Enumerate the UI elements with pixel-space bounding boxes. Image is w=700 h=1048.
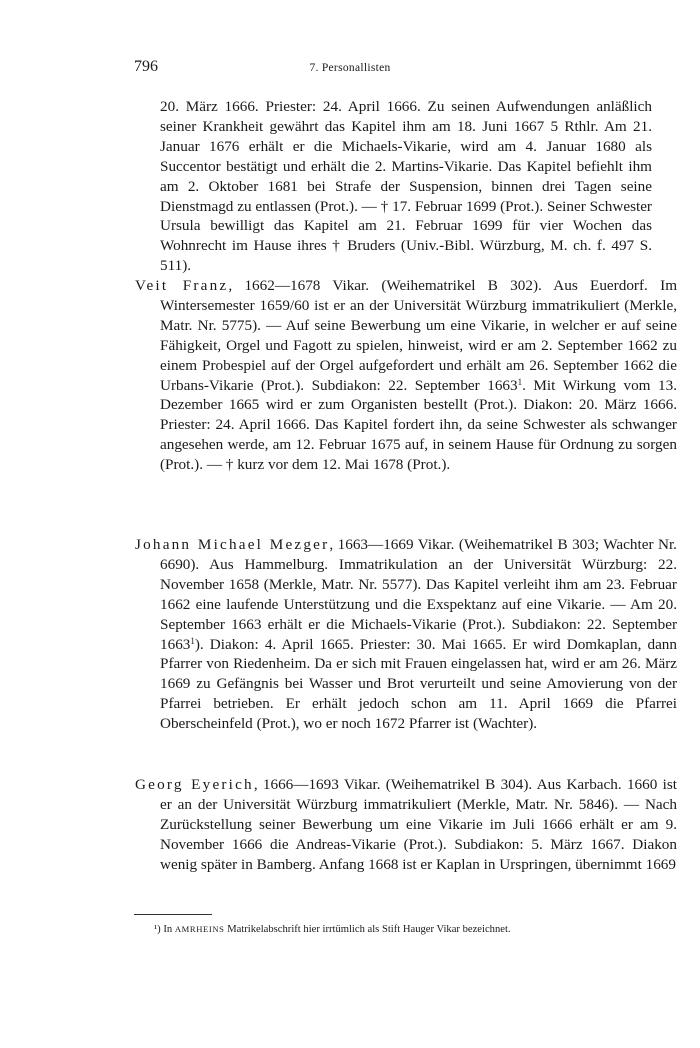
entry-text: , 1663—1669 Vikar. (Weihematrikel B 303; Wachter Nr. 6690). Aus Hammelburg. Immatrikulation an der Universität Würzburg: 22. November 1658 (Merkle, Matr. Nr. 5577). Das Kapitel verleiht ihm am 23. Februar 1662 eine laufende Unterstützung und die Exspektanz auf eine Vikarie. — Am 20. September 1663 erhält er die Michaels-Vikarie (Prot.). Subdiakon: 22. September 1663 [160, 536, 677, 653]
running-head: 7. Personallisten [309, 62, 391, 74]
entry-text: , 1662—1678 Vikar. (Weihematrikel B 302). Aus Euerdorf. Im Wintersemester 1659/60 ist er an der Universität Würzburg immatrikuliert (Merkle, Matr. Nr. 5775). — Auf seine Bewerbung um eine Vikarie, in welcher er auf seine Fähigkeit, Orgel und Fagott zu spielen, hinweist, wird er am 2. September 1662 zu einem Probespiel auf der Orgel aufgefordert und erhält am 26. September 1662 die Urbans-Vikarie (Prot.). Subdiakon: 22. September 1663 [160, 277, 678, 394]
entry-text: , 1666—1693 Vikar. (Weihematrikel B 304). Aus Karbach. 1660 ist er an der Universität Würzburg immatrikuliert (Merkle, Matr. Nr. 5846). — Nach Zurückstellung seiner Bewerbung um eine Vikarie im Juli 1666 erhält er am 9. November 1666 die Andreas-Vikarie (Prot.). Subdiakon: 5. März 1667. Diakon wenig später in Bamberg. Anfang 1668 ist er Kaplan in Urspringen, übernimmt 1669 [160, 776, 677, 873]
entry-georg-eyerich [135, 775, 677, 875]
continuation-paragraph: 20. März 1666. Priester: 24. April 1666. Zu seinen Aufwendungen anläßlich seiner Krankheit gewährt das Kapitel ihm am 18. Juni 1667 5 Rthlr. Am 21. Januar 1676 erhält er die Michaels-Vikarie, wird am 4. Januar 1680 als Succentor bestätigt und erhält die 2. Martins-Vikarie. Das Kapitel befiehlt ihm am 2. Oktober 1681 bei Strafe der Suspension, binnen drei Tagen seine Dienstmagd zu entlassen (Prot.). — † 17. Februar 1699 (Prot.). Seiner Schwester Ursula bewilligt das Kapitel am 21. Februar 1699 für vier Wochen das Wohnrecht im Hause ihres † Bruders (Univ.-Bibl. Würzburg, M. ch. f. 497 S. 511). [160, 98, 652, 275]
footnote [154, 922, 654, 937]
footnote-ref: 1 [190, 635, 195, 646]
footnote-rule [134, 914, 212, 915]
entry-name: Georg Eyerich [135, 776, 254, 793]
footnote-text: Matrikelabschrift hier irrtümlich als Stift Hauger Vikar bezeichnet. [227, 924, 511, 935]
entry-text-cont: . Mit Wirkung vom 13. Dezember 1665 wird er zum Organisten bestellt (Prot.). Diakon: 20. März 1666. Priester: 24. April 1666. Das Kapitel fordert ihn, da seine Schwester als schwanger angesehen werde, am 12. Februar 1675 auf, in seinem Hause für Ordnung zu sorgen (Prot.). — † kurz vor dem 12. Mai 1678 (Prot.). [160, 376, 677, 474]
entry-name: Veit Franz [135, 277, 229, 294]
entry-johann-michael-mezger [135, 535, 677, 734]
footnote-author: AMRHEINS [174, 924, 225, 934]
entry-text-cont: ). Diakon: 4. April 1665. Priester: 30. Mai 1665. Er wird Domkaplan, dann Pfarrer von Riedenheim. Da er sich mit Frauen eingelassen hat, wird er am 26. März 1669 zu Gefängnis bei Wasser und Brot verurteilt und seine Amovierung von der Pfarrei betrieben. Er erhält jedoch schon am 11. April 1669 die Pfarrei Oberscheinfeld (Prot.), wo er noch 1672 Pfarrer ist (Wachter). [160, 635, 677, 733]
footnote-ref: 1 [517, 376, 523, 387]
footnote-pre: In [163, 924, 173, 935]
entry-veit-franz [135, 276, 677, 475]
footnote-marker: ¹) [154, 924, 161, 935]
entry-name: Johann Michael Mezger [135, 536, 330, 553]
page-number: 796 [134, 58, 158, 75]
